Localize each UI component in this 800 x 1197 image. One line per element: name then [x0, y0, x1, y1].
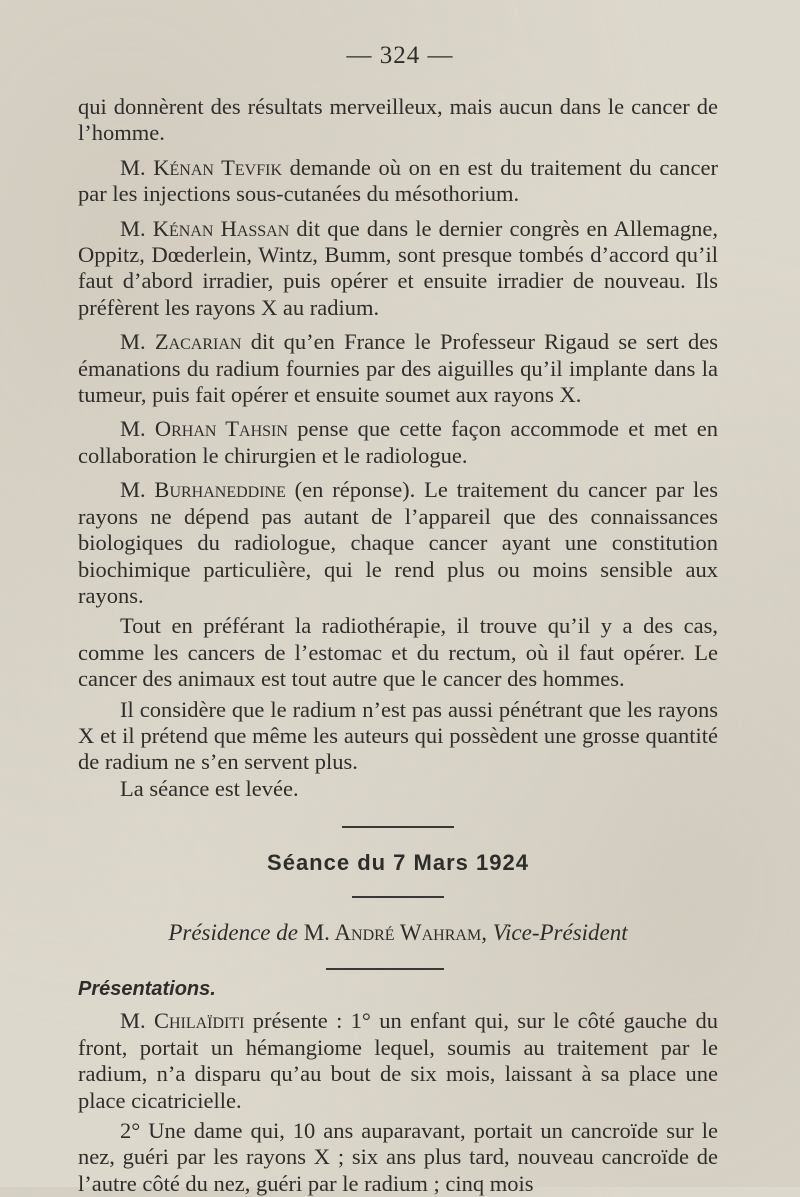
paragraph-kenan-tevfik	[78, 155, 718, 208]
speaker-name: M. Burhaneddine	[120, 477, 286, 503]
paragraph-text: demande où on en est du traitement du cancer par les injections sous-cutanées du mésothorium.	[78, 154, 719, 207]
paragraph-continued: qui donnèrent des résultats merveilleux, mais aucun dans le cancer de l’homme.	[78, 94, 718, 146]
paragraph-text: dit que dans le dernier congrès en Allemagne, Oppitz, Dœderlein, Wintz, Bumm, sont presque tombés d’accord qu’il faut d’abord irradier, puis opérer et ensuite irradier de nouveau. Ils préfèrent les rayons X au radium.	[78, 215, 719, 320]
speaker-name: M. Kénan Tevfik	[120, 154, 283, 180]
section-divider	[352, 896, 444, 898]
presentations-heading: Présentations.	[78, 977, 216, 1000]
paragraph-kenan-hassan	[78, 216, 718, 322]
speaker-name: M. Kénan Hassan	[120, 215, 290, 241]
speaker-name: M. Zacarian	[120, 329, 242, 355]
paragraph-radiotherapie: Tout en préférant la radiothérapie, il trouve qu’il y a des cas, comme les cancers de l’estomac et du rectum, où il faut opérer. Le cancer des animaux est tout autre que le cancer des hommes.	[78, 613, 718, 692]
speaker-name: M. Chilaïditi	[120, 1008, 245, 1034]
speaker-name: M. Orhan Tahsin	[120, 416, 288, 442]
paragraph-chilaiditi	[78, 1008, 718, 1114]
section-divider	[326, 968, 444, 970]
paragraph-text: (en réponse). Le traitement du cancer par les rayons ne dépend pas autant de l’appareil que des connaissances biologiques du radiologue, chaque cancer ayant une constitution biochimique particulière, qui le rend plus ou moins sensible aux rayons.	[78, 477, 718, 608]
paragraph-orhan-tahsin	[78, 416, 718, 469]
page-number: — 324 —	[346, 42, 454, 69]
body-text	[78, 94, 718, 1197]
president-name: M. André Wahram	[303, 919, 482, 945]
paragraph-text: présente : 1° un enfant qui, sur le côté gauche du front, portait un hémangiome lequel, soumis au traitement par le radium, n’a disparu qu’au bout de six mois, laissant à sa place une place cicatricielle.	[78, 1008, 718, 1113]
presidence-prefix: Présidence de	[168, 919, 304, 945]
paragraph-seance-levee: La séance est levée.	[120, 775, 299, 801]
paragraph-text: dit qu’en France le Professeur Rigaud se sert des émanations du radium fournies par des aiguilles qu’il implante dans la tumeur, puis fait opérer et ensuite soumet aux rayons X.	[78, 329, 718, 408]
section-divider	[342, 826, 454, 828]
presidence-suffix: , Vice-Président	[481, 919, 628, 945]
paragraph-radium: Il considère que le radium n’est pas aussi pénétrant que les rayons X et il prétend que même les auteurs qui possèdent une grosse quantité de radium ne s’en servent plus.	[78, 696, 718, 775]
paragraph-second-case: 2° Une dame qui, 10 ans auparavant, portait un cancroïde sur le nez, guéri par les rayons X ; six ans plus tard, nouveau cancroïde de l’autre côté du nez, guéri par le radium ; cinq mois	[78, 1118, 718, 1196]
presidence-line	[78, 920, 718, 946]
paragraph-zacarian	[78, 329, 718, 408]
paragraph-burhaneddine	[78, 477, 718, 609]
seance-title: Séance du 7 Mars 1924	[267, 850, 529, 876]
paragraph-text: pense que cette façon accommode et met en collaboration le chirurgien et le radiologue.	[78, 416, 718, 468]
